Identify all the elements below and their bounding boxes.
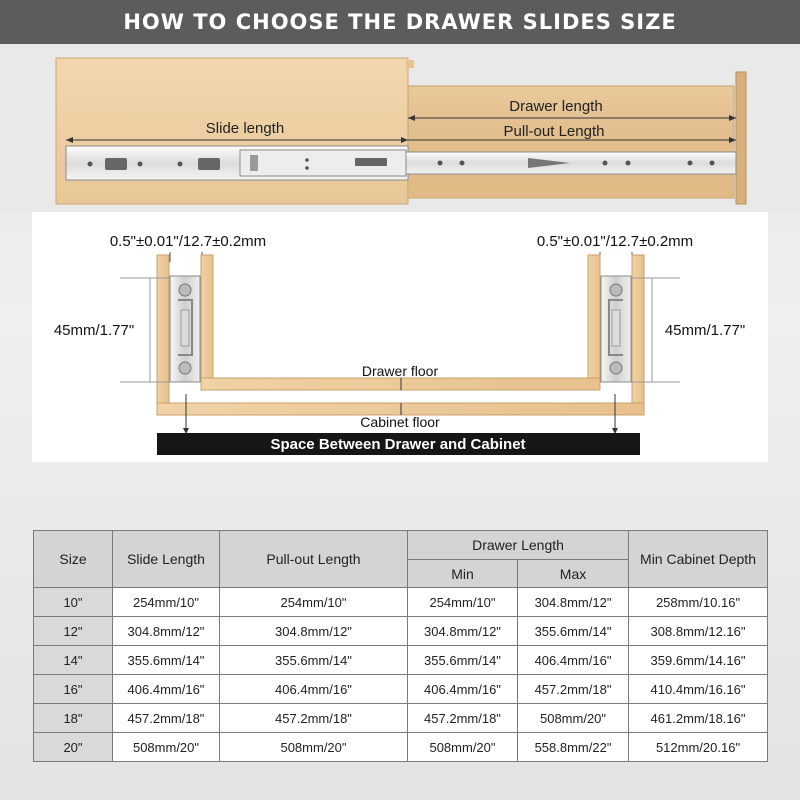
header-max: Max (518, 560, 629, 588)
cell-slide-length: 406.4mm/16" (113, 675, 220, 704)
cell-drawer-min: 457.2mm/18" (408, 704, 518, 733)
cell-size: 10" (34, 588, 113, 617)
table-row (34, 588, 768, 617)
header-pullout-length: Pull-out Length (220, 531, 408, 588)
drawer-side-view (0, 44, 800, 212)
cabinet-floor-label: Cabinet floor (360, 414, 440, 430)
cell-drawer-min: 406.4mm/16" (408, 675, 518, 704)
header-min-cabinet-depth: Min Cabinet Depth (629, 531, 768, 588)
cell-slide-length: 457.2mm/18" (113, 704, 220, 733)
cell-slide-length: 304.8mm/12" (113, 617, 220, 646)
cell-size: 16" (34, 675, 113, 704)
cabinet-wall-right (632, 255, 644, 415)
cell-min-cabinet-depth: 359.6mm/14.16" (629, 646, 768, 675)
header-drawer-length: Drawer Length (408, 531, 629, 560)
table-row (34, 646, 768, 675)
pullout-length-label: Pull-out Length (503, 123, 605, 140)
cell-drawer-max: 355.6mm/14" (518, 617, 629, 646)
header-min: Min (408, 560, 518, 588)
cell-drawer-max: 508mm/20" (518, 704, 629, 733)
cell-pullout-length: 304.8mm/12" (220, 617, 408, 646)
cell-slide-length: 508mm/20" (113, 733, 220, 762)
cell-drawer-min: 254mm/10" (408, 588, 518, 617)
cross-section-diagram (32, 212, 768, 462)
cell-pullout-length: 355.6mm/14" (220, 646, 408, 675)
table-row (34, 733, 768, 762)
right-slide-profile (601, 276, 631, 382)
cell-min-cabinet-depth: 308.8mm/12.16" (629, 617, 768, 646)
drawer-front (736, 72, 746, 204)
cell-min-cabinet-depth: 410.4mm/16.16" (629, 675, 768, 704)
table-body (34, 588, 768, 762)
cell-min-cabinet-depth: 461.2mm/18.16" (629, 704, 768, 733)
cell-min-cabinet-depth: 512mm/20.16" (629, 733, 768, 762)
cell-size: 12" (34, 617, 113, 646)
drawer-slide-diagram (0, 44, 800, 212)
right-height-label: 45mm/1.77" (664, 322, 746, 339)
table-row (34, 617, 768, 646)
cell-pullout-length: 457.2mm/18" (220, 704, 408, 733)
left-height-label: 45mm/1.77" (53, 322, 135, 339)
page-title: HOW TO CHOOSE THE DRAWER SLIDES SIZE (0, 0, 800, 44)
cell-pullout-length: 406.4mm/16" (220, 675, 408, 704)
cell-drawer-min: 508mm/20" (408, 733, 518, 762)
right-gap-label: 0.5"±0.01"/12.7±0.2mm (536, 233, 694, 250)
table-row (34, 675, 768, 704)
cell-drawer-max: 304.8mm/12" (518, 588, 629, 617)
drawer-length-label: Drawer length (509, 98, 603, 115)
cross-section-view (32, 212, 768, 462)
cell-drawer-max: 457.2mm/18" (518, 675, 629, 704)
cell-drawer-min: 304.8mm/12" (408, 617, 518, 646)
header-slide-length: Slide Length (113, 531, 220, 588)
left-gap-label: 0.5"±0.01"/12.7±0.2mm (109, 233, 267, 250)
drawer-wall-left (201, 255, 213, 390)
cell-slide-length: 254mm/10" (113, 588, 220, 617)
header-size: Size (34, 531, 113, 588)
space-banner-label: Space Between Drawer and Cabinet (270, 436, 526, 453)
drawer-wall-right (588, 255, 600, 390)
cell-size: 20" (34, 733, 113, 762)
cell-size: 18" (34, 704, 113, 733)
table-row (34, 704, 768, 733)
drawer-floor-label: Drawer floor (361, 363, 439, 379)
cell-min-cabinet-depth: 258mm/10.16" (629, 588, 768, 617)
cell-size: 14" (34, 646, 113, 675)
slide-length-label: Slide length (205, 120, 285, 137)
cell-pullout-length: 508mm/20" (220, 733, 408, 762)
cell-drawer-min: 355.6mm/14" (408, 646, 518, 675)
cell-slide-length: 355.6mm/14" (113, 646, 220, 675)
cell-drawer-max: 558.8mm/22" (518, 733, 629, 762)
cell-pullout-length: 254mm/10" (220, 588, 408, 617)
cabinet-wall-left (157, 255, 169, 415)
size-table (33, 530, 767, 762)
cell-drawer-max: 406.4mm/16" (518, 646, 629, 675)
left-slide-profile (170, 276, 200, 382)
